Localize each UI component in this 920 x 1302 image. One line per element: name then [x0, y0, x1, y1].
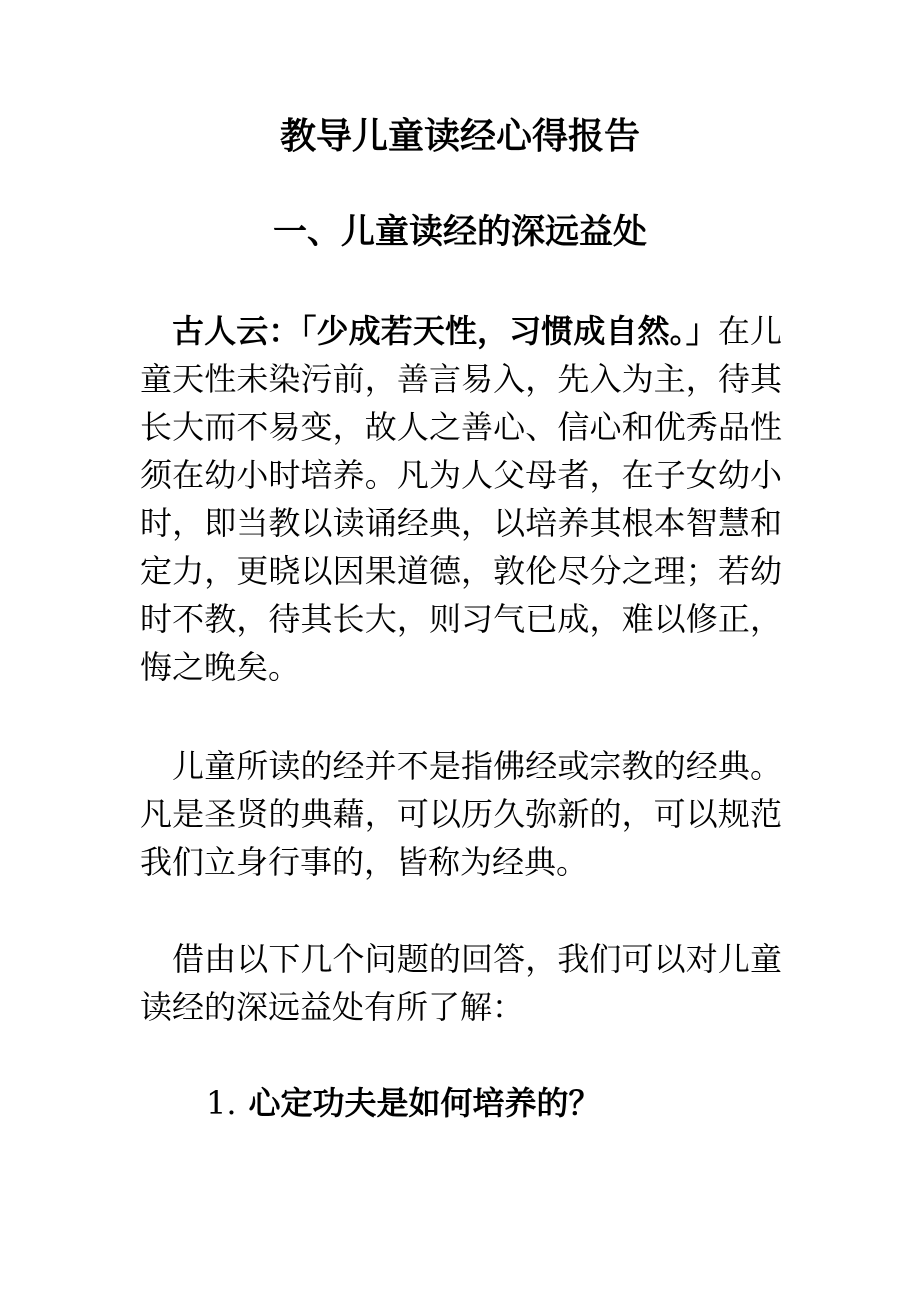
subheading-text: 心定功夫是如何培养的？ [248, 1084, 601, 1122]
quote-text: 古人云：「少成若天性，习惯成自然。」 [172, 312, 718, 350]
subheading-number: 1. [206, 1084, 237, 1122]
document-title: 教导儿童读经心得报告 [279, 115, 640, 157]
subheading-question-1 [206, 1079, 601, 1127]
paragraph-classics-definition: 儿童所读的经并不是指佛经或宗教的经典。凡是圣贤的典藉，可以历久弥新的，可以规范我们立身行事的，皆称为经典。 [140, 747, 782, 881]
paragraph-body: 在儿童天性未染污前，善言易入，先入为主，待其长大而不易变，故人之善心、信心和优秀品性须在幼小时培养。凡为人父母者，在子女幼小时，即当教以读诵经典，以培养其根本智慧和定力，更晓以因果道德，敦伦尽分之理；若幼时不教，待其长大，则习气已成，难以修正，悔之晚矣。 [140, 312, 782, 686]
section-heading: 一、儿童读经的深远益处 [273, 212, 647, 252]
paragraph-questions-intro: 借由以下几个问题的回答，我们可以对儿童读经的深远益处有所了解： [140, 940, 782, 1026]
paragraph-quote-intro [140, 307, 782, 691]
